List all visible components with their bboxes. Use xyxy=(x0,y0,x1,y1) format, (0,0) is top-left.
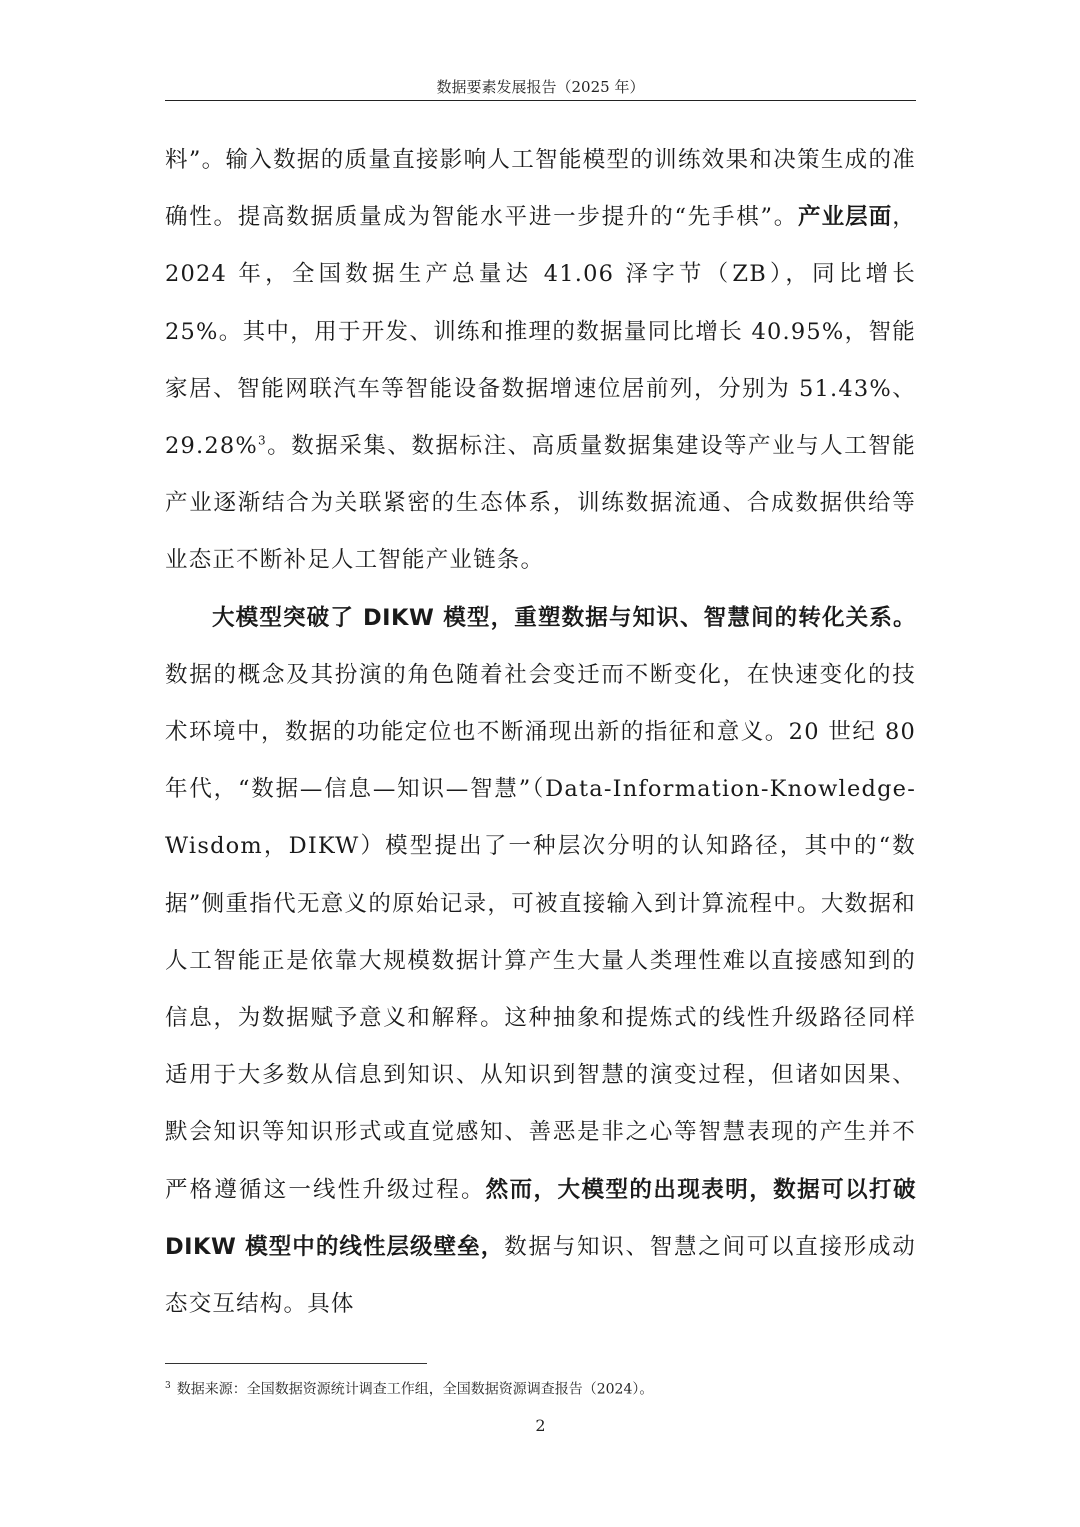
bold-statement-dikw: 然而，大模型的出现表明，数据可以打破 DIKW 模型中的线性层级壁垒， xyxy=(165,1176,916,1260)
text-segment: 数据与知识、智慧之间可以直接形成动态交互结构。具体 xyxy=(165,1233,916,1318)
paragraph-dikw xyxy=(165,590,916,1334)
footnote-divider xyxy=(165,1363,427,1364)
header-divider xyxy=(165,100,916,101)
page-number: 2 xyxy=(535,1416,546,1435)
footnote-text: 数据来源：全国数据资源统计调查工作组，全国数据资源调查报告（2024）。 xyxy=(176,1381,654,1398)
bold-heading-dikw: 大模型突破了 DIKW 模型，重塑数据与知识、智慧间的转化关系。 xyxy=(212,604,916,631)
bold-lead-industry: 产业层面 xyxy=(798,204,893,231)
footnote-marker: 3 xyxy=(165,1381,171,1391)
text-segment: ，2024 年，全国数据生产总量达 41.06 泽字节（ZB），同比增长 25%。其中，用于开发、训练和推理的数据量同比增长 40.95%，智能家居、智能网联汽车等智能设备数据增速位居前列，分别为 51.43%、29.28% xyxy=(165,204,916,460)
main-text xyxy=(165,132,916,1333)
text-segment: 数据的概念及其扮演的角色随着社会变迁而不断变化，在快速变化的技术环境中，数据的功能定位也不断涌现出新的指征和意义。20 世纪 80 年代，“数据—信息—知识—智慧”（Data-Information-Knowledge-Wisdom，DIKW）模型提出了一种层次分明的认知路径，其中的“数据”侧重指代无意义的原始记录，可被直接输入到计算流程中。大数据和人工智能正是依靠大规模数据计算产生大量人类理性难以直接感知到的信息，为数据赋予意义和解释。这种抽象和提炼式的线性升级路径同样适用于大多数从信息到知识、从知识到智慧的演变过程，但诸如因果、默会知识等知识形式或直觉感知、善恶是非之心等智慧表现的产生并不严格遵循这一线性升级过程。 xyxy=(165,661,916,1203)
paragraph-industry-data xyxy=(165,132,916,590)
text-segment: 。数据采集、数据标注、高质量数据集建设等产业与人工智能产业逐渐结合为关联紧密的生态体系，训练数据流通、合成数据供给等业态正不断补足人工智能产业链条。 xyxy=(165,433,916,574)
footnote xyxy=(165,1374,916,1402)
running-header: 数据要素发展报告（2025 年） xyxy=(436,78,645,96)
footnote-reference[interactable]: 3 xyxy=(258,433,267,448)
text-segment: 料”。输入数据的质量直接影响人工智能模型的训练效果和决策生成的准确性。提高数据质量成为智能水平进一步提升的“先手棋”。 xyxy=(165,147,916,231)
